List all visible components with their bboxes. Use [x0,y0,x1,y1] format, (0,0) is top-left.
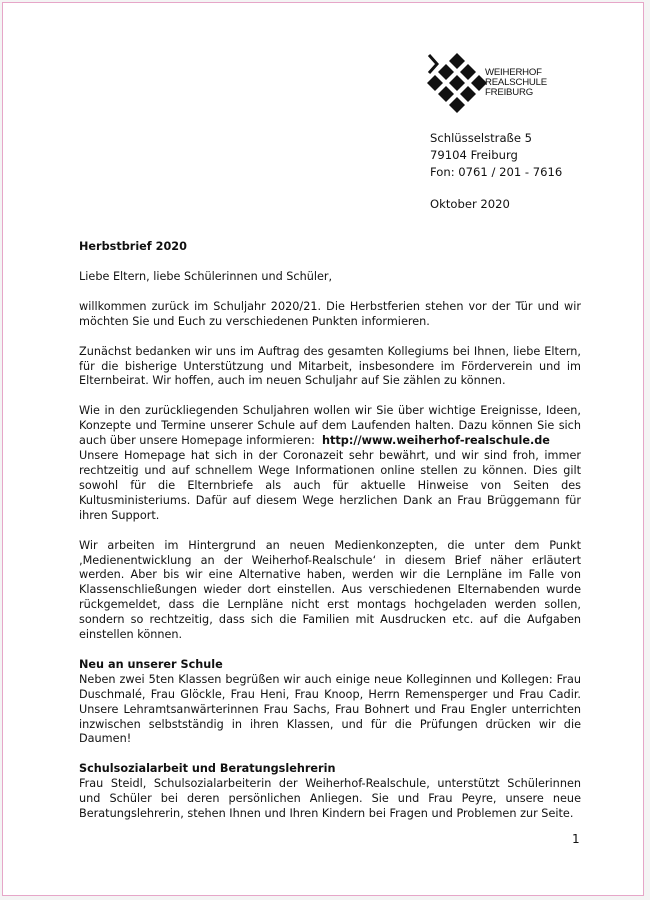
homepage-rest: Unsere Homepage hat sich in der Coronazeit sehr bewährt, und wir sind froh, immer rechtzeitig und auf schnellem Wege Informationen online stellen zu können. Dies gilt sowohl für die Elternbriefe als auch für aktuelle Hinweise von Seiten des Kultusministeriums. Dafür auf diesem Wege herzlichen Dank an Frau Brüggemann für ihren Support. [79,449,581,522]
paragraph-homepage [79,404,581,523]
homepage-link[interactable]: http://www.weiherhof-realschule.de [322,434,550,448]
section-heading-new: Neu an unserer Schule [79,657,223,671]
document-page [2,2,644,896]
chevron-right-icon [427,53,439,75]
page-number: 1 [572,832,580,846]
logo-text [485,68,547,98]
section-text-new: Neben zwei 5ten Klassen begrüßen wir auch einige neue Kolleginnen und Kollegen: Frau Duschmalé, Frau Glöckle, Frau Heni, Frau Knoop, Herrn Remensperger und Frau Cadir. Unsere Lehramtsanwärterinnen Frau Sachs, Frau Bohnert und Frau Engler unterrichten inzwischen selbstständig in ihren Klassen, und für die Prüfungen drücken wir die Daumen! [79,672,581,746]
section-text-social-work: Frau Steidl, Schulsozialarbeiterin der Weiherhof-Realschule, unterstützt Schülerinnen und Schüler bei deren persönlichen Anliegen. Sie und Frau Peyre, unsere neue Beratungslehrerin, stehen Ihnen und Ihren Kindern bei Fragen und Problemen zur Seite. [79,777,581,821]
letter-title: Herbstbrief 2020 [79,240,187,253]
address-street: Schlüsselstraße 5 [430,131,533,145]
logo-line-2: REALSCHULE [485,77,547,88]
address-city: 79104 Freiburg [430,148,518,162]
salutation: Liebe Eltern, liebe Schülerinnen und Schüler, [79,269,333,283]
logo-line-3: FREIBURG [485,87,533,98]
school-logo [427,53,567,117]
logo-line-1: WEIHERHOF [485,67,542,78]
address-phone: Fon: 0761 / 201 - 7616 [430,165,563,179]
school-address [430,130,562,181]
paragraph-welcome: willkommen zurück im Schuljahr 2020/21. Die Herbstferien stehen vor der Tür und wir möchten Sie und Euch zu verschiedenen Punkten informieren. [79,299,581,328]
paragraph-media: Wir arbeiten im Hintergrund an neuen Medienkonzepten, die unter dem Punkt ‚Medienentwicklung an der Weiherhof-Realschule‘ in diesem Brief näher erläutert werden. Aber bis wir eine Alternative haben, werden wir die Lernpläne im Falle von Klassenschließungen wieder dort einstellen. Aus verschiedenen Elternabenden wurde rückgemeldet, dass die Lernpläne nicht erst montags hochgeladen werden sollen, sondern so rechtzeitig, dass sich die Familien mit Ausdrucken etc. auf die Aufgaben einstellen können. [79,538,581,642]
section-heading-social-work: Schulsozialarbeit und Beratungslehrerin [79,762,336,776]
homepage-intro: Wie in den zurückliegenden Schuljahren wollen wir Sie über wichtige Ereignisse, Ideen, Konzepte und Termine unserer Schule auf dem Laufenden halten. Dazu können Sie sich auch über unsere Homepage informieren: [79,404,581,448]
paragraph-thanks: Zunächst bedanken wir uns im Auftrag des gesamten Kollegiums bei Ihnen, liebe Eltern, für die bisherige Unterstützung und Mitarbeit, insbesondere im Förderverein und im Elternbeirat. Wir hoffen, auch im neuen Schuljahr auf Sie zählen zu können. [79,344,581,388]
letter-body [79,240,581,822]
letter-date: Oktober 2020 [430,197,510,211]
